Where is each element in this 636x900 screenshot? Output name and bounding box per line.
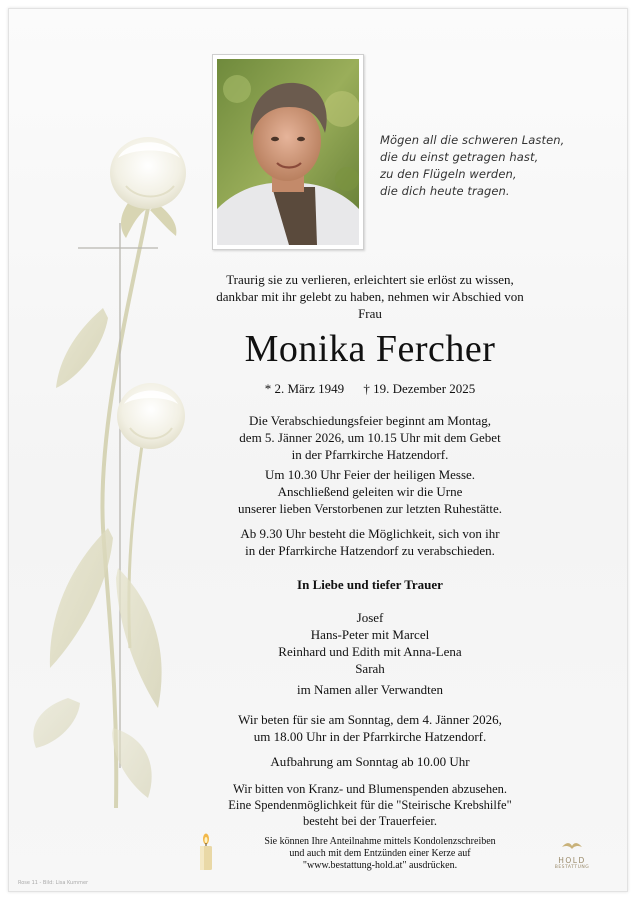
relatives-text: im Namen aller Verwandten — [297, 682, 443, 697]
deceased-name: Monika Fercher — [244, 328, 496, 370]
condolence-text — [230, 836, 530, 872]
logo-subtitle: BESTATTUNG — [554, 865, 590, 870]
hold-logo-icon — [561, 841, 583, 851]
mass-text — [180, 466, 560, 517]
family-list — [180, 609, 560, 677]
donations-line: Eine Spendenmöglichkeit für die "Steirische Krebshilfe" — [228, 798, 512, 812]
birth-date: * 2. März 1949 — [264, 381, 345, 396]
mass-line: unserer lieben Verstorbenen zur letzten Ruhestätte. — [238, 501, 502, 516]
poem-line: die du einst getragen hast, — [380, 150, 539, 164]
farewell-text — [180, 525, 560, 559]
ceremony-text — [180, 412, 560, 463]
donations-line: besteht bei der Trauerfeier. — [303, 814, 437, 828]
death-date: † 19. Dezember 2025 — [363, 381, 476, 396]
portrait-photo — [212, 54, 364, 250]
mass-line: Um 10.30 Uhr Feier der heiligen Messe. — [264, 467, 476, 482]
portrait-image — [217, 59, 359, 245]
condolence-line: Sie können Ihre Anteilnahme mittels Kondolenzschreiben — [264, 836, 496, 847]
farewell-line: Ab 9.30 Uhr besteht die Möglichkeit, sich von ihr — [240, 526, 500, 541]
prayer-line: Wir beten für sie am Sonntag, dem 4. Jänner 2026, — [238, 712, 502, 727]
family-member: Hans-Peter mit Marcel — [310, 627, 430, 642]
ceremony-line: dem 5. Jänner 2026, um 10.15 Uhr mit dem Gebet — [239, 430, 501, 445]
life-dates — [180, 380, 560, 397]
intro-line: dankbar mit ihr gelebt zu haben, nehmen wir Abschied von — [216, 289, 524, 304]
intro-text — [180, 271, 560, 322]
image-credit: Rose 11 - Bild: Lisa Kummer — [18, 880, 89, 886]
intro-line: Frau — [358, 306, 382, 321]
poem-line: Mögen all die schweren Lasten, — [380, 133, 565, 147]
donations-line: Wir bitten von Kranz- und Blumenspenden abzusehen. — [232, 782, 508, 796]
donations-text — [180, 781, 560, 829]
viewing-text: Aufbahrung am Sonntag ab 10.00 Uhr — [270, 754, 470, 769]
condolence-line: "www.bestattung-hold.at" ausdrücken. — [302, 860, 458, 871]
poem-line: zu den Flügeln werden, — [380, 167, 517, 181]
farewell-line: in der Pfarrkirche Hatzendorf zu verabschieden. — [245, 543, 495, 558]
poem-line: die dich heute tragen. — [380, 184, 510, 198]
prayer-line: um 18.00 Uhr in der Pfarrkirche Hatzendorf. — [253, 729, 487, 744]
mourning-heading: In Liebe und tiefer Trauer — [297, 577, 443, 592]
logo-name: HOLD — [558, 856, 586, 865]
condolence-line: und auch mit dem Entzünden einer Kerze auf — [289, 848, 471, 859]
prayer-text — [180, 711, 560, 745]
family-member: Josef — [356, 610, 384, 625]
candle-icon — [198, 833, 214, 871]
hold-logo — [552, 838, 592, 870]
family-member: Sarah — [355, 661, 385, 676]
intro-line: Traurig sie zu verlieren, erleichtert sie erlöst zu wissen, — [226, 272, 514, 287]
mass-line: Anschließend geleiten wir die Urne — [277, 484, 463, 499]
ceremony-line: in der Pfarrkirche Hatzendorf. — [291, 447, 449, 462]
family-member: Reinhard und Edith mit Anna-Lena — [278, 644, 462, 659]
ceremony-line: Die Verabschiedungsfeier beginnt am Montag, — [249, 413, 491, 428]
poem — [380, 132, 600, 200]
